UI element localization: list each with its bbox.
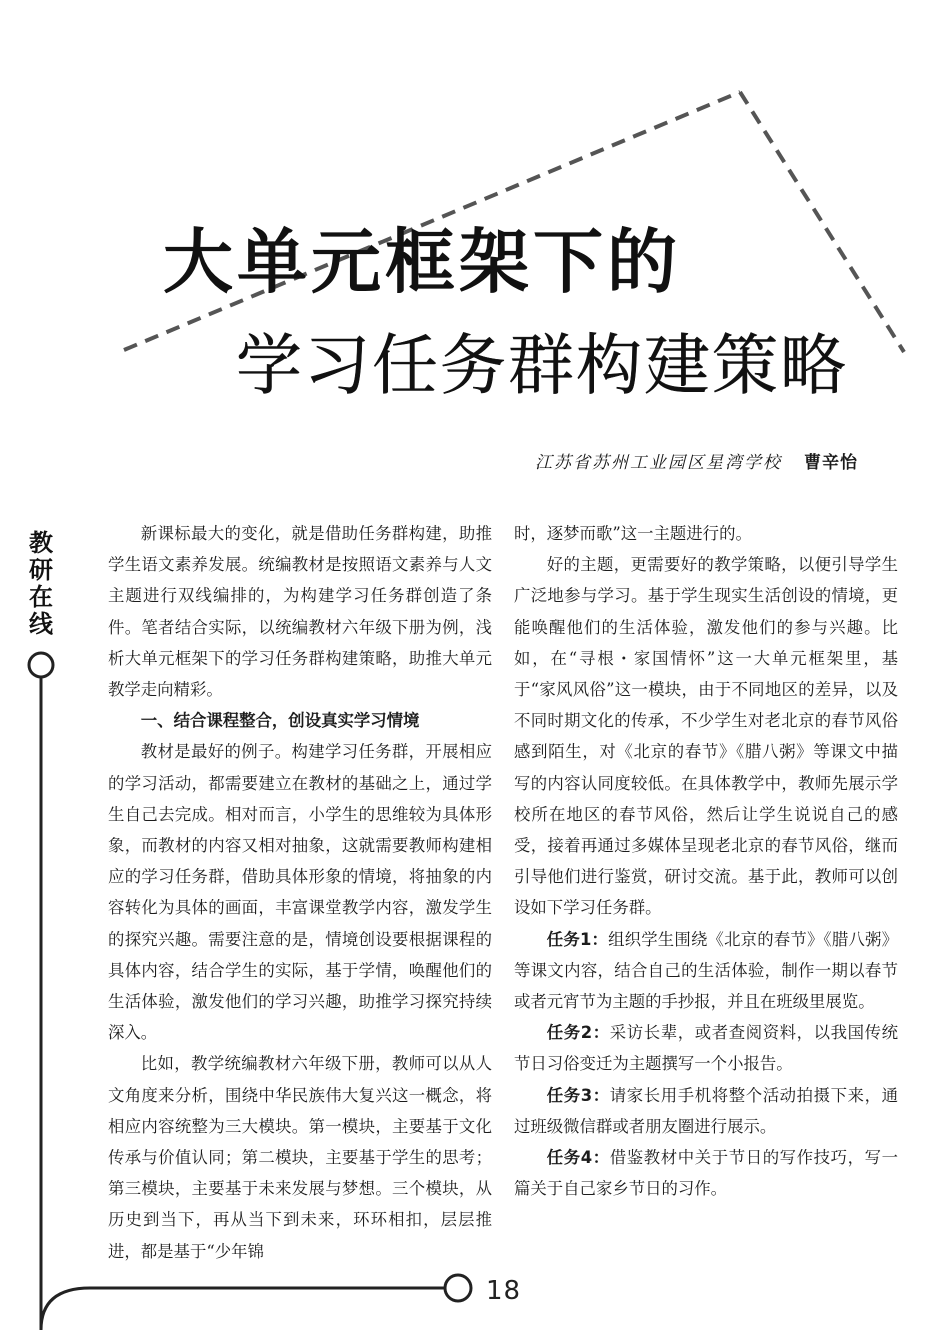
author-school: 江苏省苏州工业园区星湾学校 [535, 453, 782, 473]
author-name: 曹辛怡 [804, 453, 858, 473]
section-tag [28, 530, 54, 638]
paragraph: 时，逐梦而歌”这一主题进行的。 [514, 524, 752, 543]
article-title-line1: 大单元框架下的 [163, 221, 681, 303]
margin-circle-top [29, 653, 53, 677]
margin-circle-bottom [445, 1275, 471, 1301]
section-tag-char: 在 [29, 583, 53, 611]
section-heading: 一、结合课程整合，创设真实学习情境 [140, 711, 420, 731]
task-label: 任务2： [546, 1023, 610, 1043]
body-column-right [514, 518, 898, 1204]
task-text: 借鉴教材中关于节日的写作技巧，写一篇关于自己家乡节日的习作。 [514, 1148, 899, 1199]
task-text: 组织学生围绕《北京的春节》《腊八粥》等课文内容，结合自己的生活体验，制作一期以春节或者元宵节为主题的手抄报，并且在班级里展览。 [514, 929, 898, 1012]
task-text: 请家长用手机将整个活动拍摄下来，通过班级微信群或者朋友圈进行展示。 [514, 1085, 899, 1136]
task-item [514, 1017, 898, 1079]
task-text: 采访长辈，或者查阅资料，以我国传统节日习俗变迁为主题撰写一个小报告。 [514, 1023, 899, 1074]
task-label: 任务1： [546, 929, 609, 949]
page-number: 18 [486, 1276, 522, 1306]
article-title-line2: 学习任务群构建策略 [236, 327, 848, 404]
paragraph: 教材是最好的例子。构建学习任务群，开展相应的学习活动，都需要建立在教材的基础之上，通过学生自己去完成。相对而言，小学生的思维较为具体形象，而教材的内容又相对抽象，这就需要教师构建相应的学习任务群，借助具体形象的情境，将抽象的内容转化为具体的画面，丰富课堂教学内容，激发学生的探究兴趣。需要注意的是，情境创设要根据课程的具体内容，结合学生的实际，基于学情，唤醒他们的生活体验，激发他们的学习兴趣，助推学习探究持续深入。 [108, 742, 492, 1043]
task-item [514, 1080, 898, 1142]
section-tag-char: 教 [29, 529, 53, 557]
paragraph: 好的主题，更需要好的教学策略，以便引导学生广泛地参与学习。基于学生现实生活创设的情境，更能唤醒他们的生活体验，激发他们的参与兴趣。比如，在“寻根・家国情怀”这一大单元框架里，基于“家风风俗”这一模块，由于不同地区的差异，以及不同时期文化的传承，不少学生对老北京的春节风俗感到陌生，对《北京的春节》《腊八粥》等课文中描写的内容认同度较低。在具体教学中，教师先展示学校所在地区的春节风俗，然后让学生说说自己的感受，接着再通过多媒体呈现老北京的春节风俗，继而引导他们进行鉴赏，研讨交流。基于此，教师可以创设如下学习任务群。 [514, 555, 898, 918]
paragraph: 新课标最大的变化，就是借助任务群构建，助推学生语文素养发展。统编教材是按照语文素养与人文主题进行双线编排的，为构建学习任务群创造了条件。笔者结合实际，以统编教材六年级下册为例，浅析大单元框架下的学习任务群构建策略，助推大单元教学走向精彩。 [108, 524, 492, 700]
section-tag-char: 线 [29, 610, 53, 638]
paragraph: 比如，教学统编教材六年级下册，教师可以从人文角度来分析，围绕中华民族伟大复兴这一概念，将相应内容统整为三大模块。第一模块，主要基于文化传承与价值认同；第二模块，主要基于学生的思考；第三模块，主要基于未来发展与梦想。三个模块，从历史到当下，再从当下到未来，环环相扣，层层推进，都是基于“少年锦 [108, 1054, 492, 1261]
task-item [514, 924, 898, 1018]
task-label: 任务4： [546, 1148, 610, 1168]
task-item [514, 1142, 898, 1204]
section-tag-char: 研 [29, 556, 53, 584]
task-label: 任务3： [546, 1085, 610, 1105]
byline [535, 450, 858, 476]
body-column-left [108, 518, 492, 1267]
